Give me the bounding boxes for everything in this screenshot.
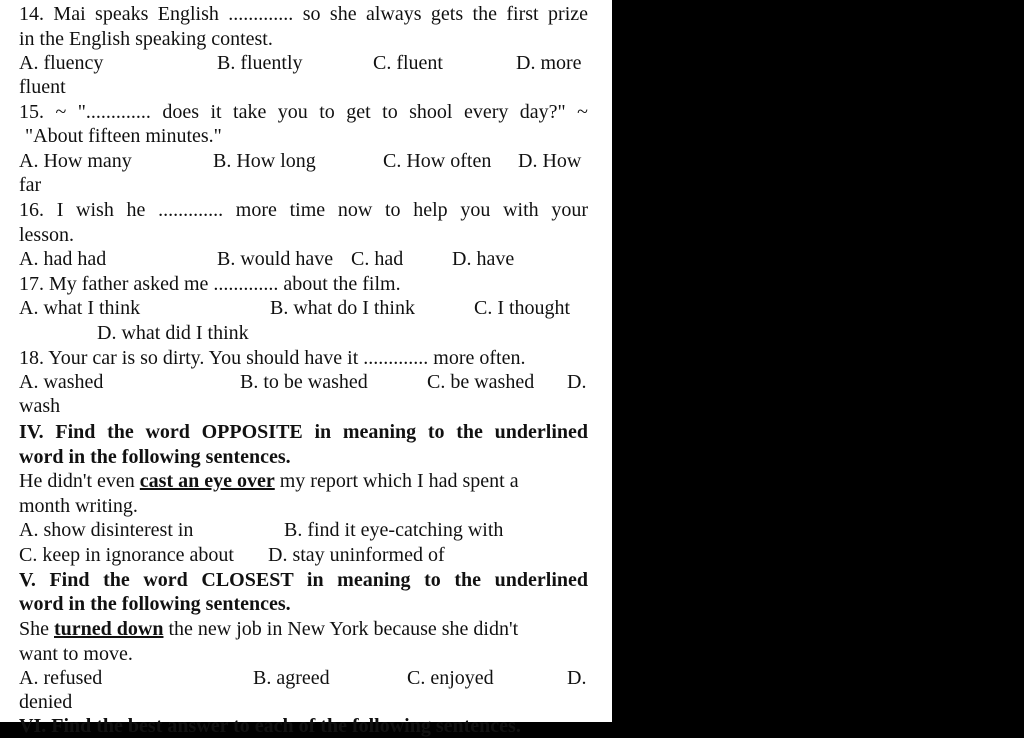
section-4-option-a[interactable]: A. show disinterest in <box>19 519 194 541</box>
q14-stem: 14. Mai speaks English ............. so she always gets the first prize <box>19 3 588 25</box>
q14-option-c[interactable]: C. fluent <box>373 52 443 74</box>
q17-stem: 17. My father asked me ............. about the film. <box>19 273 401 295</box>
section-4-option-d[interactable]: D. stay uninformed of <box>268 544 445 566</box>
q15-option-c[interactable]: C. How often <box>383 150 492 172</box>
section-5-heading-cont: word in the following sentences. <box>19 593 291 615</box>
section-4-heading-cont: word in the following sentences. <box>19 446 291 468</box>
section-5-option-a[interactable]: A. refused <box>19 667 103 689</box>
section-5-option-c[interactable]: C. enjoyed <box>407 667 494 689</box>
q17-option-d[interactable]: D. what did I think <box>97 322 249 344</box>
section-5-heading: V. Find the word CLOSEST in meaning to the underlined <box>19 569 588 591</box>
q16-stem-cont: lesson. <box>19 224 74 246</box>
q18-option-d[interactable]: D. <box>567 371 587 393</box>
section-5-option-d[interactable]: D. <box>567 667 587 689</box>
q14-option-d[interactable]: D. more <box>516 52 582 74</box>
q17-option-c[interactable]: C. I thought <box>474 297 571 319</box>
section-4-option-b[interactable]: B. find it eye-catching with <box>284 519 504 541</box>
black-background-panel <box>612 0 1024 722</box>
q14-option-b[interactable]: B. fluently <box>217 52 303 74</box>
section-4-heading: IV. Find the word OPPOSITE in meaning to the underlined <box>19 421 588 443</box>
q15-stem: 15. ~ "............. does it take you to get to shool every day?" ~ <box>19 101 588 123</box>
section-4-sentence-pre: He didn't even <box>19 470 140 492</box>
q18-option-d-cont: wash <box>19 395 61 417</box>
section-5-option-b[interactable]: B. agreed <box>253 667 330 689</box>
section-5-sentence-pre: She <box>19 618 54 640</box>
q16-stem: 16. I wish he ............. more time now to help you with your <box>19 199 588 221</box>
q15-option-d[interactable]: D. How <box>518 150 582 172</box>
q16-option-c[interactable]: C. had <box>351 248 404 270</box>
section-6-heading-partial: VI. Find the best answer to each of the following sentences. <box>19 715 521 737</box>
q15-option-a[interactable]: A. How many <box>19 150 132 172</box>
q16-option-d[interactable]: D. have <box>452 248 515 270</box>
section-4-sentence-post: my report which I had spent a <box>274 470 519 492</box>
section-5-underlined-phrase: turned down <box>54 618 164 640</box>
q18-option-c[interactable]: C. be washed <box>427 371 535 393</box>
section-5-option-d-cont: denied <box>19 691 73 713</box>
section-5-sentence <box>19 617 588 641</box>
q18-stem: 18. Your car is so dirty. You should have it ............. more often. <box>19 347 526 369</box>
q18-option-a[interactable]: A. washed <box>19 371 104 393</box>
q14-option-d-cont: fluent <box>19 76 66 98</box>
q14-stem-cont: in the English speaking contest. <box>19 28 273 50</box>
section-4-underlined-phrase: cast an eye over <box>139 470 275 492</box>
q15-option-d-cont: far <box>19 174 42 196</box>
section-4-sentence-cont: month writing. <box>19 495 138 517</box>
q17-option-a[interactable]: A. what I think <box>19 297 141 319</box>
q14-option-a[interactable]: A. fluency <box>19 52 104 74</box>
section-4-sentence <box>19 469 588 493</box>
q17-option-b[interactable]: B. what do I think <box>270 297 415 319</box>
section-5-sentence-cont: want to move. <box>19 643 133 665</box>
q15-option-b[interactable]: B. How long <box>213 150 316 172</box>
section-4-option-c[interactable]: C. keep in ignorance about <box>19 544 234 566</box>
q16-option-b[interactable]: B. would have <box>217 248 334 270</box>
q16-option-a[interactable]: A. had had <box>19 248 107 270</box>
section-5-sentence-post: the new job in New York because she didn't <box>163 618 519 640</box>
q15-stem-cont: "About fifteen minutes." <box>25 125 222 147</box>
q18-option-b[interactable]: B. to be washed <box>240 371 368 393</box>
